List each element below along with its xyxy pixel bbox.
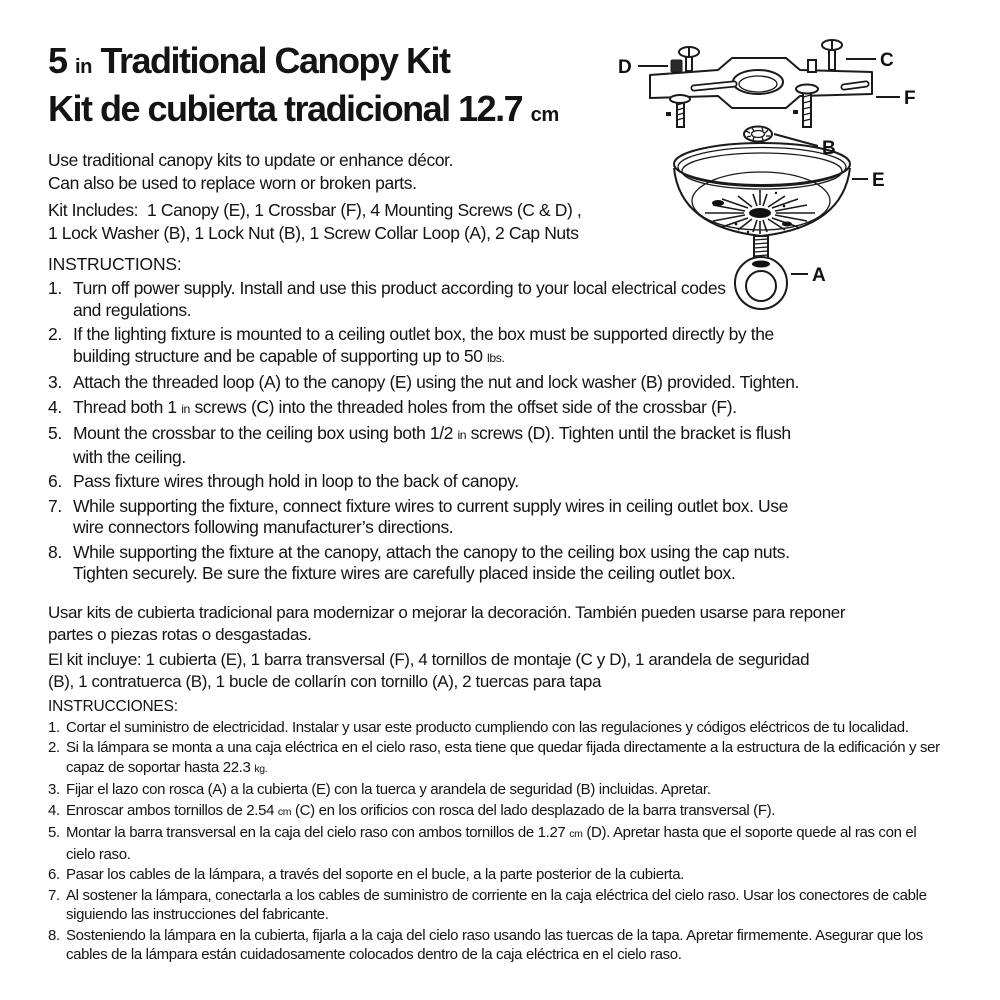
instruction-item <box>48 886 940 925</box>
instruction-item <box>48 471 940 493</box>
text-line: 1 Lock Washer (B), 1 Lock Nut (B), 1 Screw Collar Loop (A), 2 Cap Nuts <box>48 223 579 243</box>
item-number: 1. <box>48 718 60 736</box>
item-text: Al sostener la lámpara, conectarla a los cables de suministro de corriente en la caja eléctrica del cielo raso. Usar los conectores de cable siguiendo las instrucciones del fabricante. <box>66 886 927 923</box>
label-b: B <box>822 138 836 159</box>
collar-loop-part <box>735 236 787 309</box>
item-number: 4. <box>48 396 62 417</box>
instruction-item <box>48 496 940 539</box>
text-line: Can also be used to replace worn or broken parts. <box>48 173 417 193</box>
item-text: Montar la barra transversal en la caja del cielo raso con ambos tornillos de 1.27 cm (D). Apretar hasta que el soporte quede al ras con el cielo raso. <box>66 824 917 863</box>
item-text: Pasar los cables de la lámpara, a través del soporte en el bucle, a la parte posterior de la cubierta. <box>66 866 685 883</box>
exploded-parts-diagram <box>600 15 1000 325</box>
instruction-item <box>48 780 940 800</box>
item-number: 6. <box>48 471 62 491</box>
mounting-screw-d <box>671 60 682 72</box>
instruction-item <box>48 801 940 823</box>
item-text: Sosteniendo la lámpara en la cubierta, fijarla a la caja del cielo raso usando las tuercas de la tapa. Apretar firmemente. Asegurar que los cables de la lámpara están cuidadosamente colocados dentro de la caja eléctrica en el cielo raso. <box>66 926 923 963</box>
instruction-item <box>48 397 940 421</box>
instruction-item <box>48 423 940 468</box>
text-line: Kit de cubierta tradicional 12.7 cm <box>48 88 559 129</box>
item-text: Si la lámpara se monta a una caja eléctrica en el cielo raso, esta tiene que quedar fijada directamente a la estructura de la edificación y ser capaz de soportar hasta 22.3 kg. <box>66 739 940 776</box>
instruction-item <box>48 718 940 738</box>
item-text: Fijar el lazo con rosca (A) a la cubierta (E) con la tuerca y arandela de seguridad (B) incluidas. Apretar. <box>66 781 711 798</box>
threaded-screw-right <box>793 85 818 128</box>
instructions-heading-en: INSTRUCTIONS: <box>48 254 182 274</box>
item-text: Cortar el suministro de electricidad. Instalar y usar este producto cumpliendo con las regulaciones y códigos eléctricos de tu localidad. <box>66 718 909 736</box>
item-text: Turn off power supply. Install and use this product according to your local electrical codes and regulations. <box>73 278 726 320</box>
instruction-item <box>48 926 940 965</box>
item-number: 4. <box>48 801 60 819</box>
instruction-item <box>48 865 940 885</box>
lock-nut-part <box>744 127 772 142</box>
label-f: F <box>904 88 916 109</box>
item-text: While supporting the fixture at the canopy, attach the canopy to the ceiling box using the cap nuts. Tighten securely. Be sure the fixture wires are carefully placed inside the ceiling outlet box. <box>73 541 790 583</box>
item-number: 5. <box>48 423 62 443</box>
instruction-item <box>48 542 940 585</box>
instruction-item <box>48 738 940 779</box>
item-number: 8. <box>48 926 60 944</box>
item-number: 1. <box>48 278 62 298</box>
text-line: El kit incluye: 1 cubierta (E), 1 barra transversal (F), 4 tornillos de montaje (C y D), 1 arandela de seguridad <box>48 649 810 669</box>
item-number: 7. <box>48 495 62 516</box>
item-text: Attach the threaded loop (A) to the canopy (E) using the nut and lock washer (B) provided. Tighten. <box>73 372 799 392</box>
item-text: Pass fixture wires through hold in loop to the back of canopy. <box>73 471 519 491</box>
text-line: (B), 1 contratuerca (B), 1 bucle de collarín con tornillo (A), 2 tuercas para tapa <box>48 671 602 691</box>
item-text: Enroscar ambos tornillos de 2.54 cm (C) en los orificios con rosca del lado desplazado de la barra transversal (F). <box>66 801 776 819</box>
label-a: A <box>812 265 826 286</box>
intro-text-es <box>48 602 940 647</box>
item-number: 7. <box>48 886 60 904</box>
item-number: 2. <box>48 739 60 756</box>
instruction-item <box>48 324 940 369</box>
kit-includes-es <box>48 649 940 693</box>
text-line: Use traditional canopy kits to update or enhance décor. <box>48 150 454 170</box>
instruction-item <box>48 823 940 864</box>
item-number: 8. <box>48 541 62 562</box>
text-line: Usar kits de cubierta tradicional para modernizar o mejorar la decoración. También pueden usarse para reponer <box>48 602 846 622</box>
item-text: If the lighting fixture is mounted to a ceiling outlet box, the box must be supported directly by the building structure and be capable of supporting up to 50 lbs. <box>73 324 774 366</box>
threaded-screw-left <box>666 95 690 127</box>
item-number: 5. <box>48 824 60 841</box>
item-text: While supporting the fixture, connect fixture wires to current supply wires in ceiling outlet box. Use wire connectors following manufacturer’s directions. <box>73 495 788 537</box>
label-e: E <box>872 170 885 191</box>
item-number: 6. <box>48 866 60 883</box>
text-line: partes o piezas rotas o desgastadas. <box>48 625 312 644</box>
instructions-list-es <box>48 718 940 965</box>
label-d: D <box>618 57 632 78</box>
item-text: Thread both 1 in screws (C) into the threaded holes from the offset side of the crossbar (F). <box>73 396 737 417</box>
item-number: 2. <box>48 324 62 344</box>
instruction-item <box>48 372 940 394</box>
mounting-screw-c-right <box>808 40 842 72</box>
instructions-heading-es: INSTRUCCIONES: <box>48 697 178 715</box>
item-number: 3. <box>48 781 60 798</box>
item-text: Mount the crossbar to the ceiling box using both 1/2 in screws (D). Tighten until the bracket is flush with the ceiling. <box>73 423 791 467</box>
text-line: Kit Includes: 1 Canopy (E), 1 Crossbar (F), 4 Mounting Screws (C & D) , <box>48 200 582 220</box>
label-c: C <box>880 50 894 71</box>
item-number: 3. <box>48 372 62 392</box>
text-line: 5 in Traditional Canopy Kit <box>48 40 450 81</box>
